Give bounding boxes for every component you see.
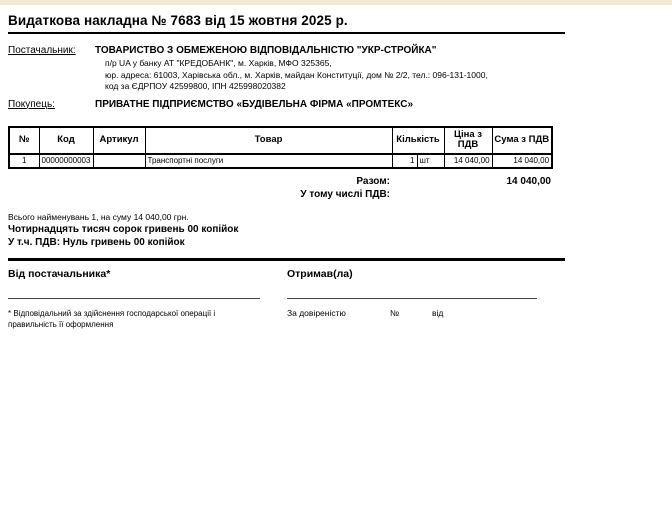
receiver-signature-line (287, 298, 537, 300)
items-table (8, 126, 553, 169)
buyer-body (95, 99, 565, 111)
receiver-signature-column (287, 268, 537, 331)
signature-divider (8, 258, 565, 261)
cell-unit: шт (417, 154, 444, 168)
responsibility-footnote: * Відповідальний за здійснення господарської операції і правильність її оформлення (8, 309, 216, 329)
col-header-code: Код (39, 127, 93, 154)
supplier-label: Постачальник: (8, 45, 76, 56)
vat-value (390, 188, 551, 201)
amount-in-words: Чотирнадцять тисяч сорок гривень 00 копійок (8, 223, 239, 235)
signatures-block (8, 268, 565, 331)
cell-num: 1 (9, 154, 39, 168)
supplier-detail-line: п/р UA у банку АТ "КРЕДОБАНК", м. Харків, МФО 325365, (105, 58, 332, 68)
proxy-number-label: № (390, 308, 400, 318)
supplier-details (105, 58, 565, 93)
invoice-title: Видаткова накладна № 7683 від 15 жовтня 2025 р. (8, 12, 565, 34)
receiver-signature-label: Отримав(ла) (287, 267, 353, 280)
cell-price: 14 040,00 (444, 154, 492, 168)
supplier-body (95, 45, 565, 93)
col-header-product: Товар (145, 127, 392, 154)
cell-article (93, 154, 145, 168)
invoice-document (8, 0, 565, 330)
cell-sum: 14 040,00 (492, 154, 552, 168)
col-header-price: Ціна з ПДВ (444, 127, 492, 154)
proxy-label: За довіреністю (287, 308, 346, 318)
supplier-block (8, 45, 565, 93)
cell-qty: 1 (392, 154, 417, 168)
vat-label: У тому числі ПДВ: (300, 188, 390, 200)
supplier-detail-line: юр. адреса: 61003, Харівська обл., м. Харків, майдан Конституції, дом № 2/2, тел.: 096-131-1000, (105, 69, 488, 80)
col-header-article: Артикул (93, 127, 145, 154)
table-row (9, 154, 552, 168)
buyer-name: ПРИВАТНЕ ПІДПРИЄМСТВО «БУДІВЕЛЬНА ФІРМА «ПРОМТЕКС» (95, 98, 414, 110)
buyer-block (8, 99, 565, 111)
proxy-row (287, 308, 537, 319)
totals-block (8, 175, 551, 201)
supplier-detail-line: код за ЄДРПОУ 42599800, ІПН 425998020382 (105, 81, 286, 91)
buyer-label: Покупець: (8, 98, 55, 110)
col-header-num: № (9, 127, 39, 154)
items-header-row (9, 127, 552, 154)
supplier-signature-column (8, 268, 260, 331)
supplier-name: ТОВАРИСТВО З ОБМЕЖЕНОЮ ВІДПОВІДАЛЬНІСТЮ "УКР-СТРОЙКА" (95, 45, 437, 56)
proxy-date-label: від (432, 308, 444, 318)
supplier-signature-line (8, 298, 260, 300)
total-row (8, 175, 551, 188)
supplier-signature-label: Від постачальника* (8, 267, 111, 280)
total-value: 14 040,00 (506, 175, 551, 187)
cell-code: 00000000003 (39, 154, 93, 168)
vat-row (8, 188, 551, 201)
summary-block (8, 212, 565, 250)
items-count-line: Всього найменувань 1, на суму 14 040,00 грн. (8, 211, 189, 222)
cell-product: Транспортні послуги (145, 154, 392, 168)
vat-in-words: У т.ч. ПДВ: Нуль гривень 00 копійок (8, 237, 185, 248)
col-header-sum: Сума з ПДВ (492, 127, 552, 154)
col-header-qty: Кількість (392, 127, 444, 154)
total-label: Разом: (356, 175, 390, 187)
